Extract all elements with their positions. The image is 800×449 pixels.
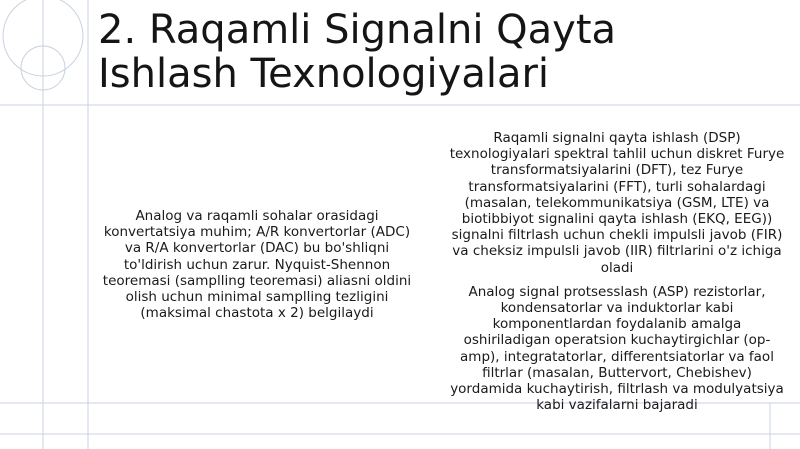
page-title	[98, 8, 778, 96]
asp-paragraph: Analog signal protsesslash (ASP) rezistorlar, kondensatorlar va induktorlar kabi komponentlardan foydalanib amalga oshiriladigan operatsion kuchaytirgichlar (op-amp), integratatorlar, differentsiatorlar va faol filtrlar (masalan, Buttervort, Chebishev) yordamida kuchaytirish, filtrlash va modulyatsiya kabi vazifalarni bajaradi	[450, 283, 784, 414]
left-paragraph: Analog va raqamli sohalar orasidagi konvertatsiya muhim; A/R konvertorlar (ADC) va R/A konvertorlar (DAC) bu bo'shliqni to'ldirish uchun zarur. Nyquist-Shennon teoremasi (samplling teoremasi) aliasni oldini olish uchun minimal samplling tezligini (maksimal chastota x 2) belgilaydi	[102, 208, 412, 322]
deco-circle-small	[21, 46, 65, 90]
left-text-column	[98, 208, 416, 321]
title-line-1: 2. Raqamli Signalni Qayta	[98, 7, 617, 53]
dsp-paragraph: Raqamli signalni qayta ishlash (DSP) texnologiyalari spektral tahlil uchun diskret Furye transformatsiyalarini (DFT), tez Furye transformatsiyalarini (FFT), turli sohalardagi (masalan, telekommunikatsiya (GSM, LTE) va biotibbiyot signalini qayta ishlash (EKQ, EEG)) signalni filtrlash uchun chekli impulsli javob (FIR) va cheksiz impulsli javob (IIR) filtrlarini o'z ichiga oladi	[449, 130, 785, 276]
deco-circle-large	[3, 0, 83, 76]
title-line-2: Ishlash Texnologiyalari	[98, 51, 550, 97]
right-text-column	[448, 130, 786, 413]
